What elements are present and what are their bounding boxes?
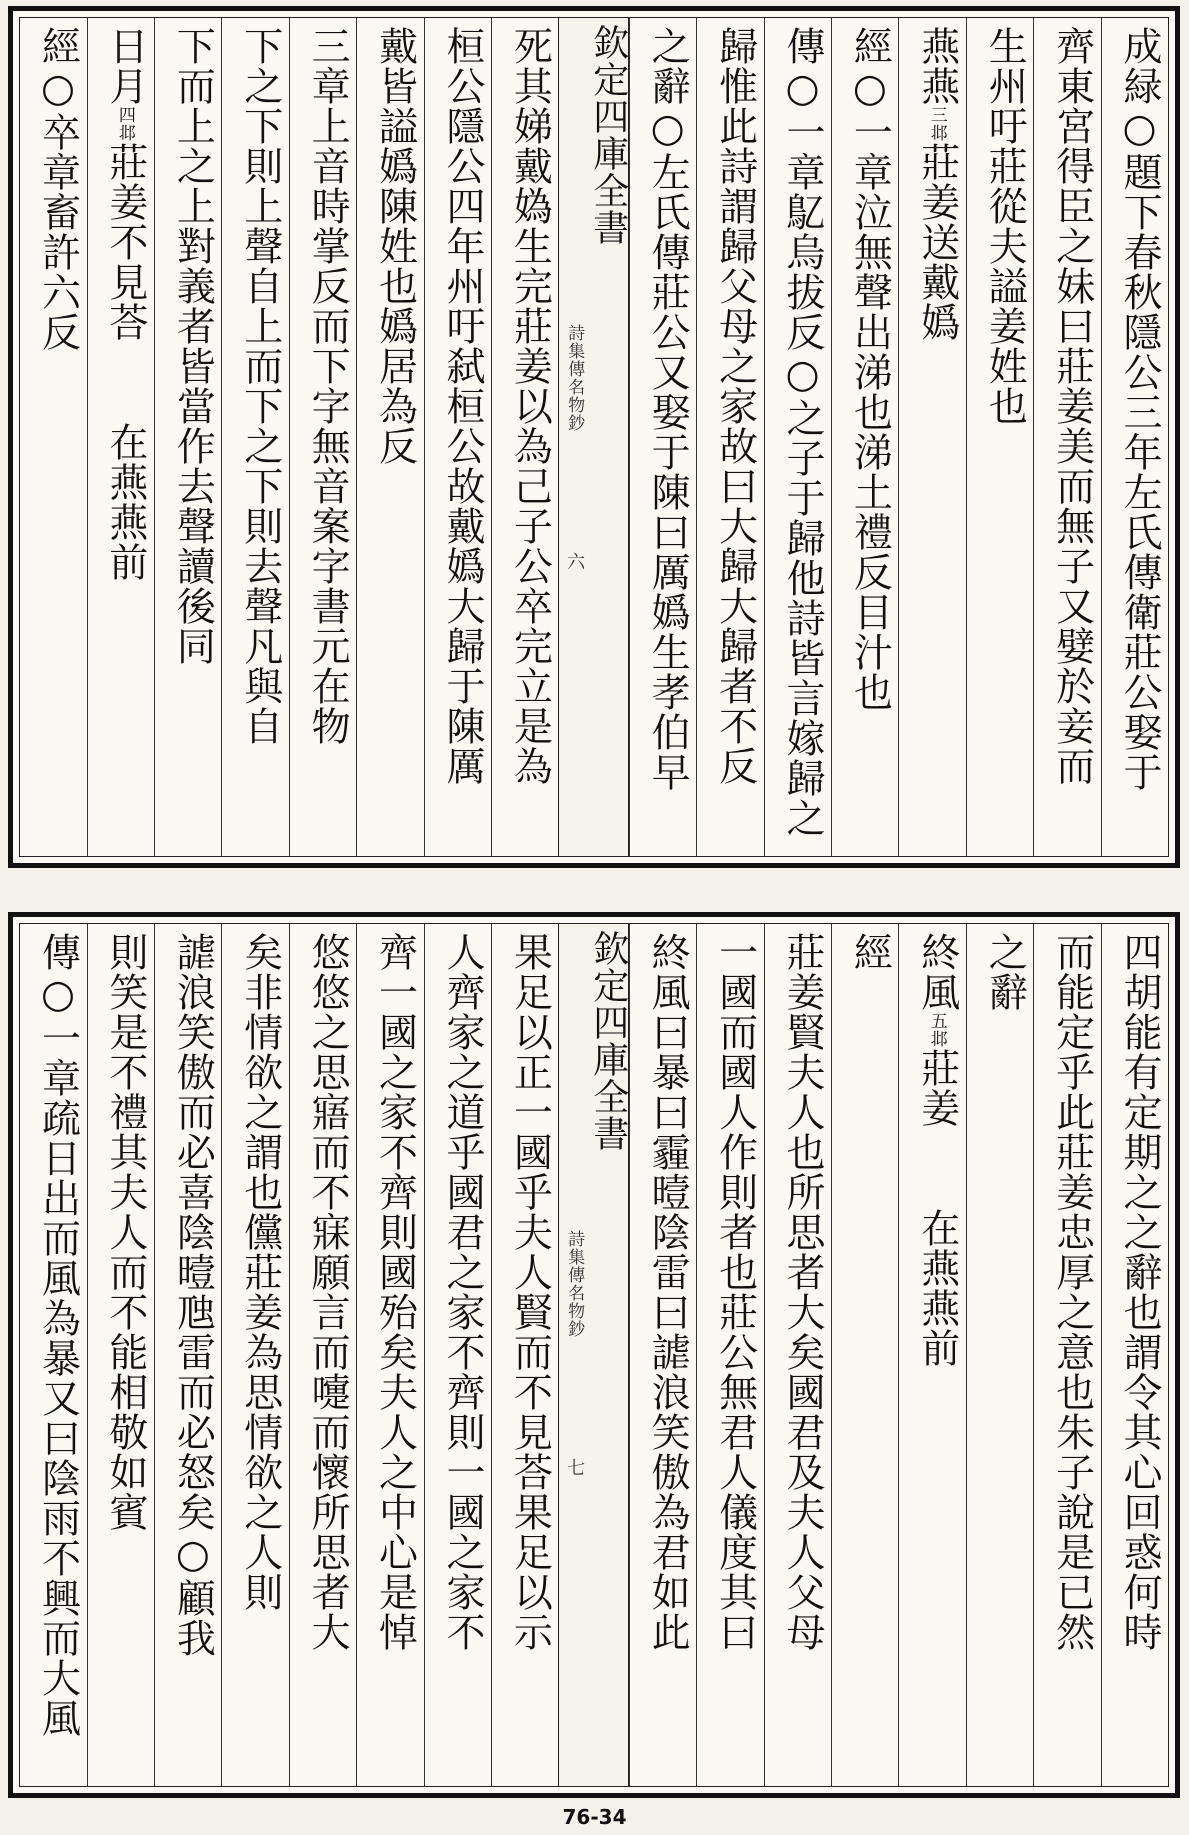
order-note: 在燕燕前 (914, 1208, 960, 1368)
bottom-page (8, 912, 1180, 1798)
column-text: 戴皆謚嬀陳姓也嬀居為反 (372, 26, 418, 466)
column-text: 下而上之上對義者皆當作去聲讀後同 (170, 26, 216, 666)
column-text: 悠悠之思寤而不寐願言而嚏而懷所思者大 (305, 932, 351, 1652)
column-text: 生州吁莊從夫謚姜姓也 (982, 26, 1028, 426)
text-column (87, 18, 154, 856)
book-title: 欽定四庫全書 (587, 24, 629, 246)
section-title: 詩集傳名物鈔 (564, 1230, 585, 1338)
leaf-number: 六 (564, 552, 586, 571)
column-text: 莊姜賢夫人也所思者大矣國君及夫人父母 (779, 932, 825, 1652)
book-title: 欽定四庫全書 (587, 930, 629, 1152)
text-column (289, 924, 356, 1786)
text-column (764, 18, 831, 856)
column-text: 三章上音時掌反而下字無音案字書元在物 (305, 26, 351, 746)
text-column (491, 18, 558, 856)
poem-title: 終風 (914, 932, 960, 1012)
text-column (764, 924, 831, 1786)
section-title: 詩集傳名物鈔 (564, 324, 585, 432)
text-column (356, 924, 423, 1786)
text-column (696, 18, 763, 856)
column-text: 下之下則上聲自上而下之下則去聲凡與自 (237, 26, 283, 746)
text-column (898, 18, 965, 856)
column-text: 經○卒章畜許六反 (35, 26, 81, 352)
text-column (356, 18, 423, 856)
column-text: 經 (847, 932, 893, 972)
column-text: 莊姜送戴嬀 (914, 142, 960, 342)
column-text: 莊姜 (914, 1048, 960, 1128)
column-text: 而能定乎此莊姜忠厚之意也朱子說是已然 (1049, 932, 1095, 1652)
column-text: 果足以正一國乎夫人賢而不見荅果足以示 (507, 932, 553, 1652)
text-column (87, 924, 154, 1786)
text-column (424, 924, 491, 1786)
leaf-number: 七 (564, 1458, 586, 1477)
text-column (221, 924, 288, 1786)
column-text: 矣非情欲之謂也儻莊姜為思情欲之人則 (237, 932, 283, 1612)
column-text: 歸惟此詩謂歸父母之家故曰大歸大歸者不反 (712, 26, 758, 786)
column-text: 四胡能有定期之之辭也謂令其心回惑何時 (1117, 932, 1162, 1652)
text-column (154, 18, 221, 856)
text-column (898, 924, 965, 1786)
text-column (966, 18, 1033, 856)
text-column (831, 18, 898, 856)
column-text: 之辭○左氏傳莊公又娶于陳曰厲嬀生孝伯早 (645, 26, 691, 792)
text-column (966, 924, 1033, 1786)
text-column (1101, 924, 1168, 1786)
text-column (20, 924, 86, 1786)
column-text: 傳○一章疏日出而風為暴又曰陰雨不興而大風 (35, 932, 81, 1738)
text-column (221, 18, 288, 856)
text-column (1033, 18, 1100, 856)
text-column (424, 18, 491, 856)
column-text: 莊姜不見荅 (102, 142, 148, 342)
text-column (831, 924, 898, 1786)
page-number: 76-34 (562, 1805, 627, 1829)
top-page (8, 6, 1180, 868)
book-spine-column (558, 18, 628, 856)
column-text: 桓公隱公四年州吁弑桓公故戴嬀大歸于陳厲 (439, 26, 485, 786)
poem-number: 五邶 (926, 1012, 947, 1048)
column-text: 之辭 (982, 932, 1028, 1012)
column-text: 經○一章泣無聲出涕也涕土禮反目汁也 (847, 26, 893, 712)
order-note: 在燕燕前 (102, 422, 148, 582)
column-text: 傳○一章鳦烏拔反○之子于歸他詩皆言嫁歸之 (779, 26, 825, 838)
column-text: 死其娣戴媯生完莊姜以為己子公卒完立是為 (507, 26, 553, 786)
text-column (629, 924, 696, 1786)
text-column (629, 18, 696, 856)
top-page-columns (19, 17, 1169, 857)
text-column (1033, 924, 1100, 1786)
text-column (289, 18, 356, 856)
poem-title: 日月 (102, 26, 148, 106)
text-column (491, 924, 558, 1786)
bottom-page-columns (19, 923, 1169, 1787)
column-text: 則笑是不禮其夫人而不能相敬如賓 (102, 932, 148, 1532)
column-text: 齊一國之家不齊則國殆矣夫人之中心是悼 (372, 932, 418, 1652)
column-text: 一國而國人作則者也莊公無君人儀度其曰 (712, 932, 758, 1652)
book-spine-column (558, 924, 628, 1786)
text-column (20, 18, 86, 856)
text-column (696, 924, 763, 1786)
poem-number: 四邶 (114, 106, 135, 142)
text-column (154, 924, 221, 1786)
poem-title: 燕燕 (914, 26, 960, 106)
poem-number: 三邶 (926, 106, 947, 142)
column-text: 謔浪笑傲而必喜陰曀虺雷而必怒矣○顧我 (170, 932, 216, 1658)
column-text: 成緑○題下春秋隱公三年左氏傳衛莊公娶于 (1117, 26, 1162, 792)
column-text: 齊東宮得臣之妹曰莊姜美而無子又嬖於妾而 (1049, 26, 1095, 786)
text-column (1101, 18, 1168, 856)
column-text: 終風曰暴曰霾曀陰雷曰謔浪笑傲為君如此 (645, 932, 691, 1652)
column-text: 人齊家之道乎國君之家不齊則一國之家不 (439, 932, 485, 1652)
